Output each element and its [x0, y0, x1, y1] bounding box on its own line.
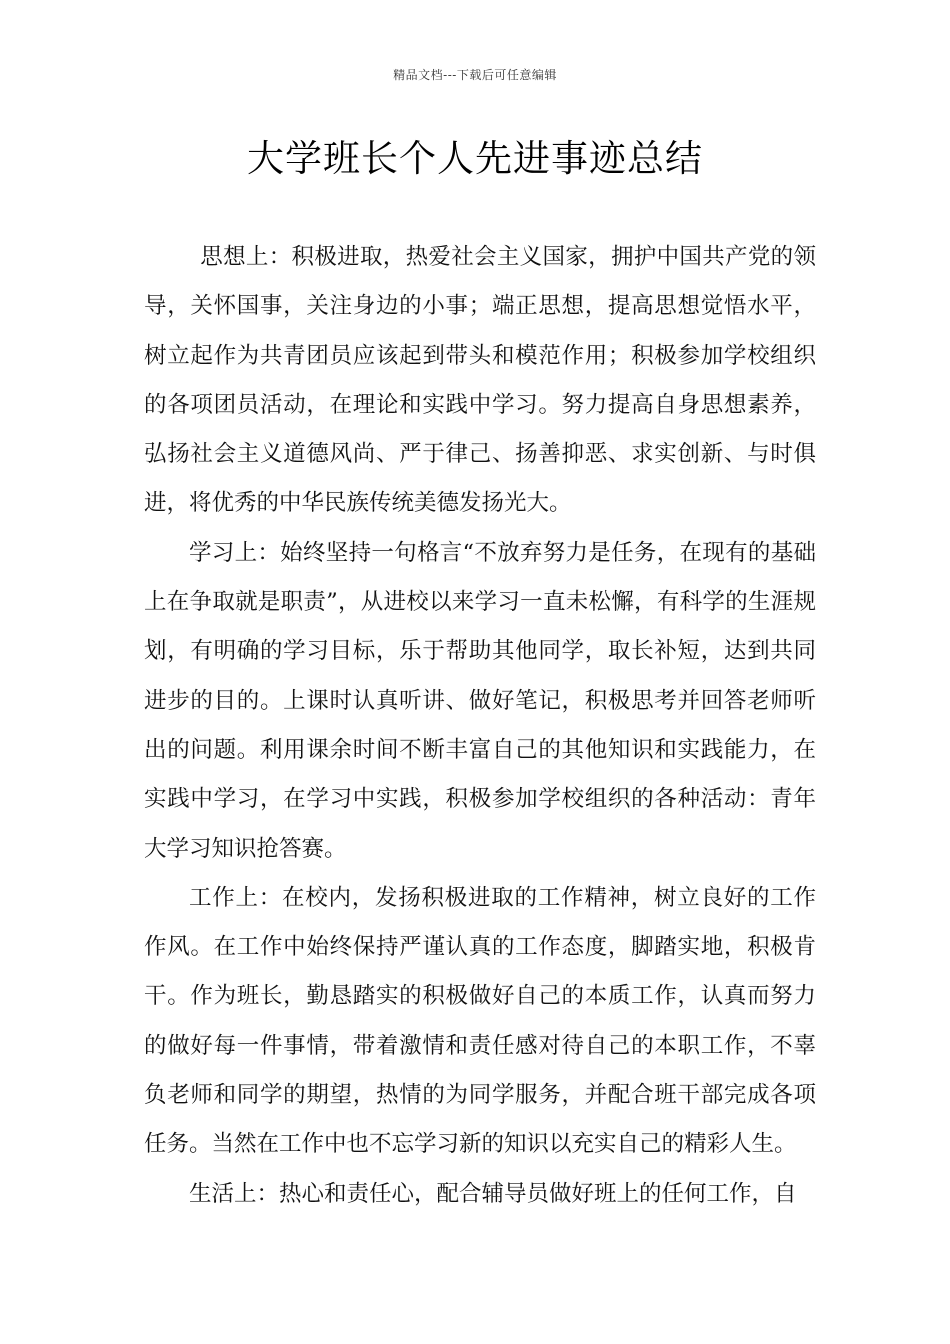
document-body — [144, 233, 816, 1219]
header-note: 精品文档---下载后可任意编辑 — [393, 68, 557, 82]
paragraph-study: 学习上：始终坚持一句格言“不放弃努力是任务，在现有的基础上在争取就是职责”，从进校以来学习一直未松懈，有科学的生涯规划，有明确的学习目标，乐于帮助其他同学，取长补短，达到共同进步的目的。上课时认真听讲、做好笔记，积极思考并回答老师听出的问题。利用课余时间不断丰富自己的其他知识和实践能力，在实践中学习，在学习中实践，积极参加学校组织的各种活动：青年大学习知识抢答赛。 — [144, 539, 816, 862]
paragraph-work: 工作上：在校内，发扬积极进取的工作精神，树立良好的工作作风。在工作中始终保持严谨认真的工作态度，脚踏实地，积极肯干。作为班长，勤恳踏实的积极做好自己的本质工作，认真而努力的做好每一件事情，带着激情和责任感对待自己的本职工作，不辜负老师和同学的期望，热情的为同学服务，并配合班干部完成各项任务。当然在工作中也不忘学习新的知识以充实自己的精彩人生。 — [144, 884, 816, 1158]
paragraph-thought: 思想上：积极进取，热爱社会主义国家，拥护中国共产党的领导，关怀国事，关注身边的小事；端正思想，提高思想觉悟水平，树立起作为共青团员应该起到带头和模范作用；积极参加学校组织的各项团员活动，在理论和实践中学习。努力提高自身思想素养，弘扬社会主义道德风尚、严于律己、扬善抑恶、求实创新、与时俱进，将优秀的中华民族传统美德发扬光大。 — [144, 244, 816, 517]
document-title: 大学班长个人先进事迹总结 — [247, 137, 703, 180]
paragraph-life: 生活上：热心和责任心，配合辅导员做好班上的任何工作，自 — [189, 1180, 797, 1207]
